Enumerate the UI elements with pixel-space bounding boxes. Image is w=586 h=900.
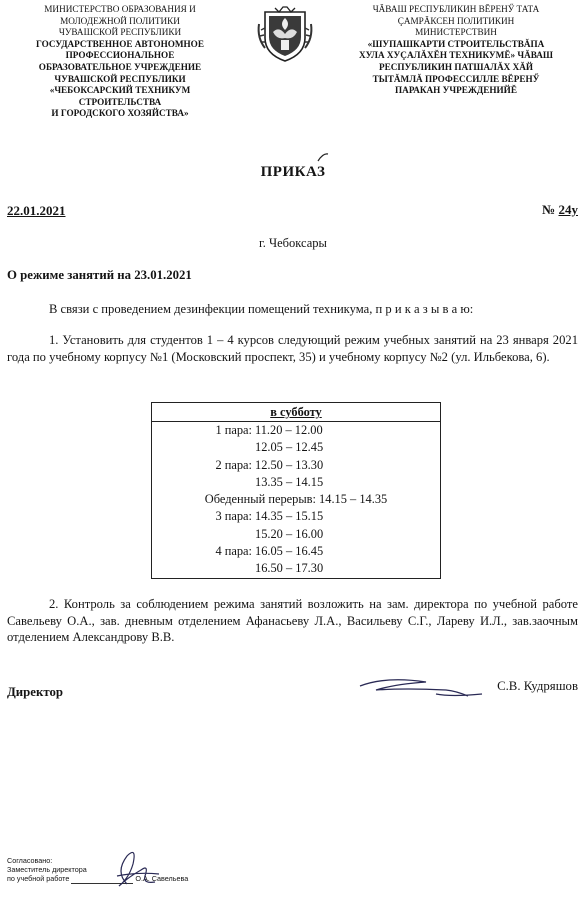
header-left-line: ПРОФЕССИОНАЛЬНОЕ bbox=[65, 50, 175, 61]
schedule-break-text: Обеденный перерыв: 14.15 – 14.35 bbox=[204, 492, 388, 507]
director-signature bbox=[356, 672, 486, 706]
schedule-row bbox=[152, 526, 441, 543]
director-label: Директор bbox=[7, 685, 63, 699]
order-number-prefix: № bbox=[542, 202, 559, 217]
schedule-pair-label: 4 пара: bbox=[215, 544, 252, 559]
order-subject: О режиме занятий на 23.01.2021 bbox=[7, 268, 192, 282]
header-right-line: РЕСПУБЛИКИН ПАТШАЛĂХ ХĂЙ bbox=[378, 61, 533, 72]
coat-of-arms-emblem bbox=[255, 4, 315, 64]
header-left-block bbox=[16, 4, 224, 120]
header-right-line: ЧĂВАШ РЕСПУБЛИКИН ВĔРЕНӲ ТАТА bbox=[372, 4, 540, 14]
header-right-line: МИНИСТЕРСТВИН bbox=[415, 27, 497, 38]
director-name: С.В. Кудряшов bbox=[497, 679, 578, 693]
schedule-row bbox=[152, 508, 441, 525]
order-number bbox=[542, 202, 578, 218]
header-left-line: И ГОРОДСКОГО ХОЗЯЙСТВА» bbox=[51, 108, 189, 119]
schedule-pair-label: 2 пара: bbox=[215, 457, 252, 472]
schedule-pair-label bbox=[152, 439, 256, 456]
title-flourish bbox=[317, 152, 329, 162]
schedule-row bbox=[152, 457, 441, 474]
schedule-time: 15.20 – 16.00 bbox=[255, 526, 324, 541]
schedule-time: 11.20 – 12.00 bbox=[255, 423, 323, 437]
schedule-row bbox=[152, 439, 441, 456]
schedule-time: 12.05 – 12.45 bbox=[255, 440, 324, 455]
schedule-row bbox=[152, 560, 441, 578]
schedule-row bbox=[152, 543, 441, 560]
schedule-time: 12.50 – 13.30 bbox=[255, 457, 324, 472]
schedule-table bbox=[151, 402, 441, 579]
schedule-time: 14.35 – 15.15 bbox=[255, 509, 324, 524]
header-left-line: МИНИСТЕРСТВО ОБРАЗОВАНИЯ И bbox=[44, 4, 196, 14]
header-left-line: ОБРАЗОВАТЕЛЬНОЕ УЧРЕЖДЕНИЕ bbox=[38, 61, 202, 72]
header-left-line: «ЧЕБОКСАРСКИЙ ТЕХНИКУМ bbox=[49, 85, 191, 96]
header-left-line: ЧУВАШСКОЙ РЕСПУБЛИКИ bbox=[58, 27, 182, 38]
item-2-paragraph: 2. Контроль за соблюдением режима занятий возложить на зам. директора по учебной работе Савельеву О.А., зав. дневным отделением Афанасьеву Л.А., Васильеву С.Г., Лареву И.Л., зав.заочным отделением Александрову В.В. bbox=[7, 597, 578, 644]
approval-line-3: по учебной работе bbox=[7, 874, 70, 884]
intro-paragraph: В связи с проведением дезинфекции помещений техникума, п р и к а з ы в а ю: bbox=[49, 302, 474, 316]
schedule-pair-label bbox=[152, 474, 256, 491]
schedule-pair-label bbox=[152, 526, 256, 543]
header-left-line: ЧУВАШСКОЙ РЕСПУБЛИКИ bbox=[54, 73, 186, 84]
header-right-line: ХУЛА ХУÇАЛĂХĔН ТЕХНИКУМĔ» ЧĂВАШ bbox=[358, 50, 554, 61]
schedule-pair-label bbox=[152, 560, 256, 578]
header-right-line: ÇАМРĂКСЕН ПОЛИТИКИН bbox=[397, 15, 515, 26]
header-right-line: ПАРАКАН УЧРЕЖДЕНИЙĔ bbox=[395, 85, 517, 96]
city-line: г. Чебоксары bbox=[259, 236, 327, 250]
document-title: ПРИКАЗ bbox=[260, 164, 326, 180]
schedule-time: 13.35 – 14.15 bbox=[255, 474, 324, 489]
header-right-line: «ШУПАШКАРТИ СТРОИТЕЛЬСТВĂПА bbox=[367, 38, 545, 49]
schedule-pair-label: 3 пара: bbox=[215, 509, 252, 524]
header-left-line: СТРОИТЕЛЬСТВА bbox=[78, 96, 162, 107]
schedule-pair-label: 1 пара: bbox=[215, 423, 252, 437]
schedule-break-row bbox=[152, 491, 441, 508]
schedule-row bbox=[152, 422, 441, 440]
header-left-line: МОЛОДЕЖНОЙ ПОЛИТИКИ bbox=[60, 15, 180, 26]
header-right-block bbox=[340, 4, 572, 97]
schedule-time: 16.05 – 16.45 bbox=[255, 544, 324, 559]
approval-line-2: Заместитель директора bbox=[7, 865, 87, 875]
schedule-time: 16.50 – 17.30 bbox=[255, 561, 324, 576]
order-number-value: 24у bbox=[558, 202, 578, 217]
item-1-paragraph: 1. Установить для студентов 1 – 4 курсов следующий режим учебных занятий на 23 января 2021 года по учебному корпусу №1 (Московский проспект, 35) и учебному корпусу №2 (ул. Ильбекова, 6). bbox=[7, 333, 578, 364]
schedule-header: в субботу bbox=[152, 403, 441, 422]
approval-name: О.А. Савельева bbox=[135, 874, 189, 884]
order-date: 22.01.2021 bbox=[7, 203, 66, 218]
deputy-signature bbox=[97, 842, 167, 894]
header-left-line: ГОСУДАРСТВЕННОЕ АВТОНОМНОЕ bbox=[36, 38, 204, 49]
header-right-line: ТЫТĂМЛĂ ПРОФЕССИЛЛЕ ВĔРЕНӲ bbox=[372, 73, 540, 84]
approval-line-1: Согласовано: bbox=[7, 856, 53, 865]
schedule-row bbox=[152, 474, 441, 491]
